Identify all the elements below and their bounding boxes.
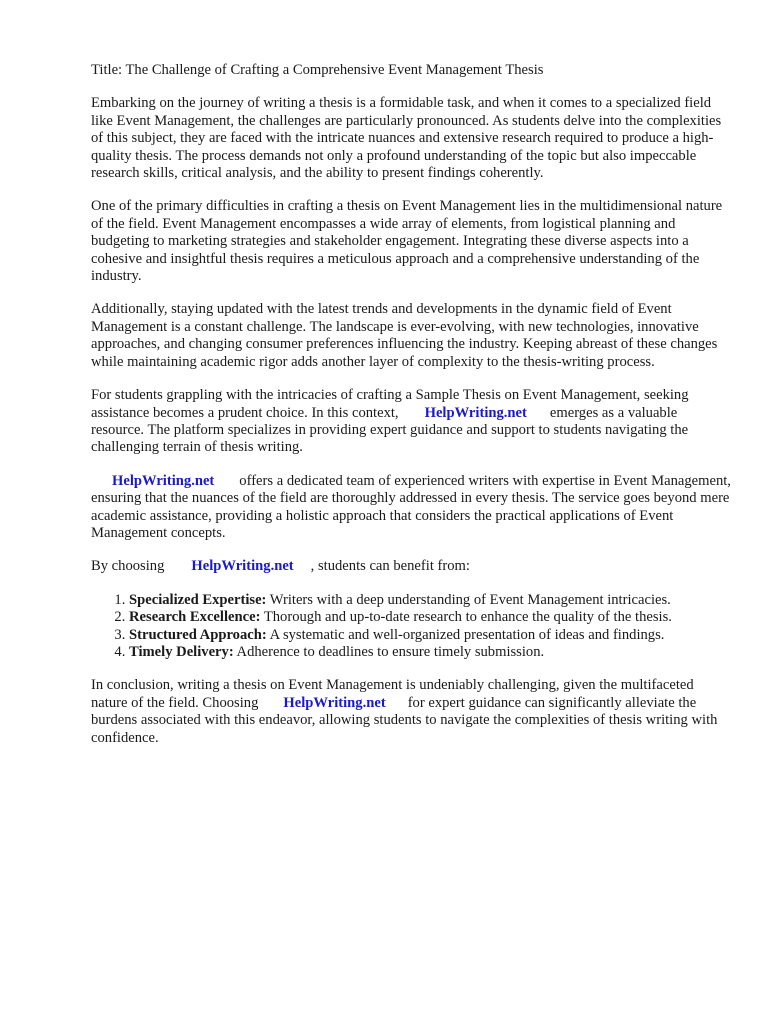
list-item (129, 644, 731, 661)
benefit-text: Writers with a deep understanding of Event Management intricacies. (269, 591, 671, 608)
benefit-text: Adherence to deadlines to ensure timely submission. (236, 643, 545, 660)
paragraph-team (91, 473, 731, 543)
document-page (91, 62, 731, 763)
paragraph-conclusion-text-after: for expert guidance can significantly alleviate the burdens associated with this endeavor, allowing students to navigate the complexities of thesis writing with confidence. (91, 694, 718, 746)
benefit-term: Structured Approach: (129, 626, 267, 643)
benefit-term: Specialized Expertise: (129, 591, 267, 608)
paragraph-team-text: offers a dedicated team of experienced writers with expertise in Event Management, ensuring that the nuances of the field are thoroughly addressed in every thesis. The service goes beyond mere academic assistance, providing a holistic approach that considers the practical applications of Event Management concepts. (91, 472, 731, 541)
benefits-list (91, 592, 731, 662)
helpwriting-link[interactable]: HelpWriting.net (283, 694, 386, 711)
paragraph-conclusion (91, 677, 731, 747)
paragraph-difficulties: One of the primary difficulties in crafting a thesis on Event Management lies in the multidimensional nature of the field. Event Management encompasses a wide array of elements, from logistical planning and budgeting to marketing strategies and stakeholder engagement. Integrating these diverse aspects into a cohesive and insightful thesis requires a meticulous approach and a comprehensive understanding of the industry. (91, 198, 723, 285)
list-item (129, 627, 731, 644)
paragraph-assistance-text-after: emerges as a valuable resource. The platform specializes in providing expert guidance and support to students navigating the challenging terrain of thesis writing. (91, 404, 689, 456)
paragraph-choosing (91, 558, 731, 575)
benefit-text: Thorough and up-to-date research to enhance the quality of the thesis. (263, 609, 672, 626)
paragraph-trends: Additionally, staying updated with the latest trends and developments in the dynamic field of Event Management is a constant challenge. The landscape is ever-evolving, with new technologies, innovative approaches, and changing consumer preferences influencing the industry. Keeping abreast of these changes while maintaining academic rigor adds another layer of complexity to the thesis-writing process. (91, 301, 718, 370)
helpwriting-link[interactable]: HelpWriting.net (191, 558, 294, 575)
benefit-term: Research Excellence: (129, 609, 261, 626)
paragraph-choosing-text-before: By choosing (91, 558, 165, 575)
document-title: Title: The Challenge of Crafting a Comprehensive Event Management Thesis (91, 62, 544, 78)
list-item (129, 592, 731, 609)
paragraph-intro: Embarking on the journey of writing a thesis is a formidable task, and when it comes to a specialized field like Event Management, the challenges are particularly pronounced. As students delve into the complexities of this subject, they are faced with the intricate nuances and extensive research required to produce a high-quality thesis. The process demands not only a profound understanding of the topic but also impeccable research skills, critical analysis, and the ability to present findings coherently. (91, 95, 722, 182)
list-item (129, 609, 731, 626)
paragraph-assistance-text-before: For students grappling with the intricacies of crafting a Sample Thesis on Event Management, seeking assistance becomes a prudent choice. In this context, (91, 387, 689, 421)
paragraph-assistance (91, 387, 731, 457)
benefit-text: A systematic and well-organized presentation of ideas and findings. (269, 626, 665, 643)
paragraph-conclusion-text-before: In conclusion, writing a thesis on Event Management is undeniably challenging, given the multifaceted nature of the field. Choosing (91, 677, 694, 711)
helpwriting-link[interactable]: HelpWriting.net (112, 472, 215, 489)
helpwriting-link[interactable]: HelpWriting.net (424, 404, 527, 421)
paragraph-choosing-text-after: , students can benefit from: (310, 558, 470, 575)
benefit-term: Timely Delivery: (129, 643, 234, 660)
